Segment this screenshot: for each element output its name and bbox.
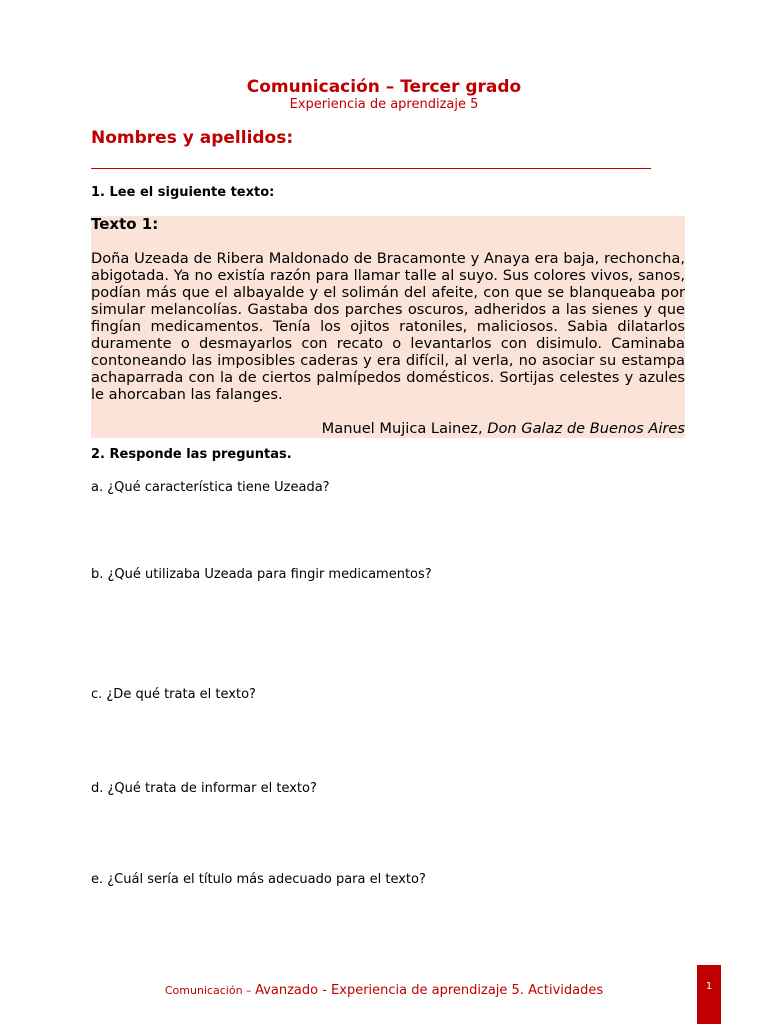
document-subtitle: Experiencia de aprendizaje 5 [289, 97, 479, 112]
question-a: a. ¿Qué característica tiene Uzeada? [91, 480, 330, 495]
attribution-author: Manuel Mujica Lainez, [321, 420, 488, 437]
page-number-tab [697, 965, 721, 1024]
reading-body: Doña Uzeada de Ribera Maldonado de Bracamonte y Anaya era baja, rechoncha, abigotada. Ya no existía razón para llamar talle al suyo. Sus colores vivos, sanos, podían más que el albayalde y el solimán del afeite, con que se blanqueaba por simular melancolías. Gastaba dos parches oscuros, adheridos a las sienes y que fingían medicamentos. Tenía los ojitos ratoniles, maliciosos. Sabia dilatarlos duramente o desmayarlos con recato o levantarlos con disimulo. Caminaba contoneando las imposibles caderas y era difícil, al verla, no asociar su estampa achaparrada con la de ciertos palmípedos domésticos. Sortijas celestes y azules le ahorcaban las falanges. [91, 250, 685, 403]
section-1-text: Lee el siguiente texto: [109, 185, 275, 200]
footer-text: Avanzado - Experiencia de aprendizaje 5. Actividades [255, 983, 604, 998]
question-b: b. ¿Qué utilizaba Uzeada para fingir medicamentos? [91, 567, 432, 582]
section-2-number: 2. [91, 447, 105, 462]
question-c: c. ¿De qué trata el texto? [91, 687, 256, 702]
question-d: d. ¿Qué trata de informar el texto? [91, 781, 317, 796]
question-e: e. ¿Cuál sería el título más adecuado para el texto? [91, 872, 426, 887]
page-number: 1 [705, 981, 713, 992]
section-1-number: 1. [91, 185, 105, 200]
section-2-heading [91, 447, 292, 462]
reading-attribution [91, 420, 685, 437]
page-footer [0, 983, 768, 998]
section-1-heading [91, 185, 274, 200]
reading-label: Texto 1: [91, 215, 159, 233]
footer-prefix: Comunicación – [164, 984, 256, 997]
section-2-text: Responde las preguntas. [109, 447, 292, 462]
names-answer-line [91, 168, 651, 169]
attribution-work: Don Galaz de Buenos Aires [487, 420, 685, 437]
document-title: Comunicación – Tercer grado [246, 77, 522, 97]
names-label: Nombres y apellidos: [91, 128, 294, 148]
